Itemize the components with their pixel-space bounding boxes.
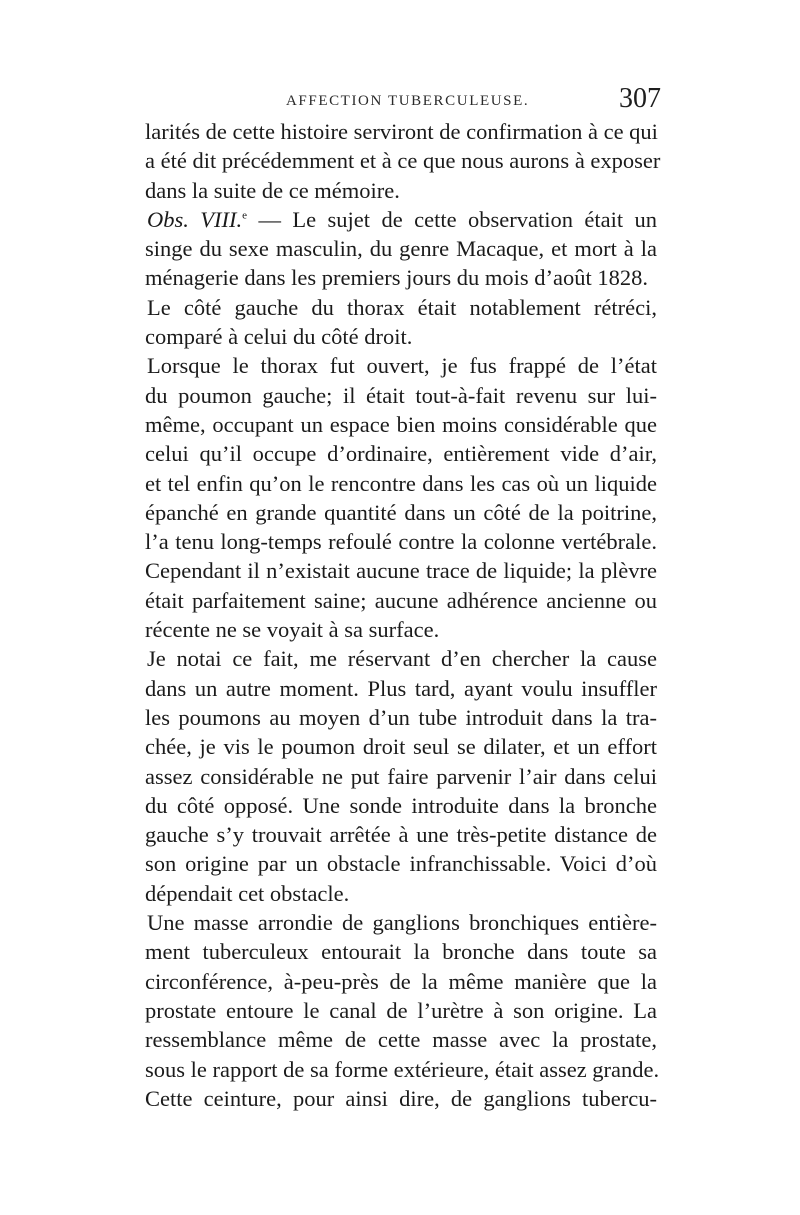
text-line: du poumon gauche; il était tout-à-fait revenu sur lui- (145, 382, 657, 408)
text-line: épanché en grande quantité dans un côté de la poitrine, (145, 499, 657, 525)
observation-label: Obs. VIII. (147, 206, 243, 232)
text-line: Je notai ce fait, me réservant d’en chercher la cause (147, 646, 657, 672)
text-line: dépendait cet obstacle. (145, 880, 350, 906)
page-number: 307 (619, 83, 661, 114)
text-line: gauche s’y trouvait arrêtée à une très-petite distance de (145, 822, 657, 848)
text-line: ment tuberculeux entourait la bronche dans toute sa (145, 939, 657, 965)
text-line: récente ne se voyait à sa surface. (145, 617, 440, 643)
text-line: assez considérable ne put faire parvenir l’air dans celui (145, 763, 657, 789)
text-line: larités de cette histoire serviront de confirmation à ce qui (145, 119, 658, 144)
text-line: Lorsque le thorax fut ouvert, je fus frappé de l’état (147, 353, 657, 379)
text-line: l’a tenu long-temps refoulé contre la colonne vertébrale. (145, 529, 657, 555)
text-line: circonférence, à-peu-près de la même manière que la (145, 968, 657, 994)
text-line: son origine par un obstacle infranchissable. Voici d’où (145, 851, 657, 877)
text-line: dans un autre moment. Plus tard, ayant voulu insuffler (145, 675, 657, 701)
text-line: a été dit précédemment et à ce que nous aurons à exposer (145, 148, 661, 174)
text-line: ménagerie dans les premiers jours du mois d’août 1828. (145, 265, 649, 291)
running-head: AFFECTION TUBERCULEUSE. (286, 93, 530, 109)
text-line: ressemblance même de cette masse avec la prostate, (145, 1027, 657, 1053)
body-text (145, 117, 661, 1113)
text-line: comparé à celui du côté droit. (145, 324, 413, 350)
text-line: celui qu’il occupe d’ordinaire, entièrement vide d’air, (145, 441, 657, 467)
text-line: du côté opposé. Une sonde introduite dans la bronche (145, 792, 657, 818)
text-line-fragment: — Le sujet de cette observation était un (258, 206, 657, 232)
text-line: Le côté gauche du thorax était notablement rétréci, (147, 294, 657, 320)
text-line: même, occupant un espace bien moins considérable que (145, 411, 657, 437)
text-line: Une masse arrondie de ganglions bronchiques entière- (147, 910, 657, 936)
text-line: prostate entoure le canal de l’urètre à son origine. La (145, 997, 657, 1023)
text-line: singe du sexe masculin, du genre Macaque, et mort à la (145, 236, 657, 262)
text-line: les poumons au moyen d’un tube introduit dans la tra- (145, 704, 657, 730)
text-line: et tel enfin qu’on le rencontre dans les cas où un liquide (145, 470, 657, 496)
text-line: chée, je vis le poumon droit seul se dilater, et un effort (145, 734, 657, 760)
text-line: était parfaitement saine; aucune adhérence ancienne ou (145, 587, 657, 613)
observation-heading-line (145, 205, 657, 234)
text-line: Cette ceinture, pour ainsi dire, de ganglions tubercu- (145, 1085, 657, 1111)
text-line: dans la suite de ce mémoire. (145, 177, 400, 203)
observation-label-superscript: e (242, 209, 248, 222)
text-line: Cependant il n’existait aucune trace de liquide; la plèvre (145, 558, 657, 584)
text-line: sous le rapport de sa forme extérieure, était assez grande. (145, 1056, 660, 1082)
